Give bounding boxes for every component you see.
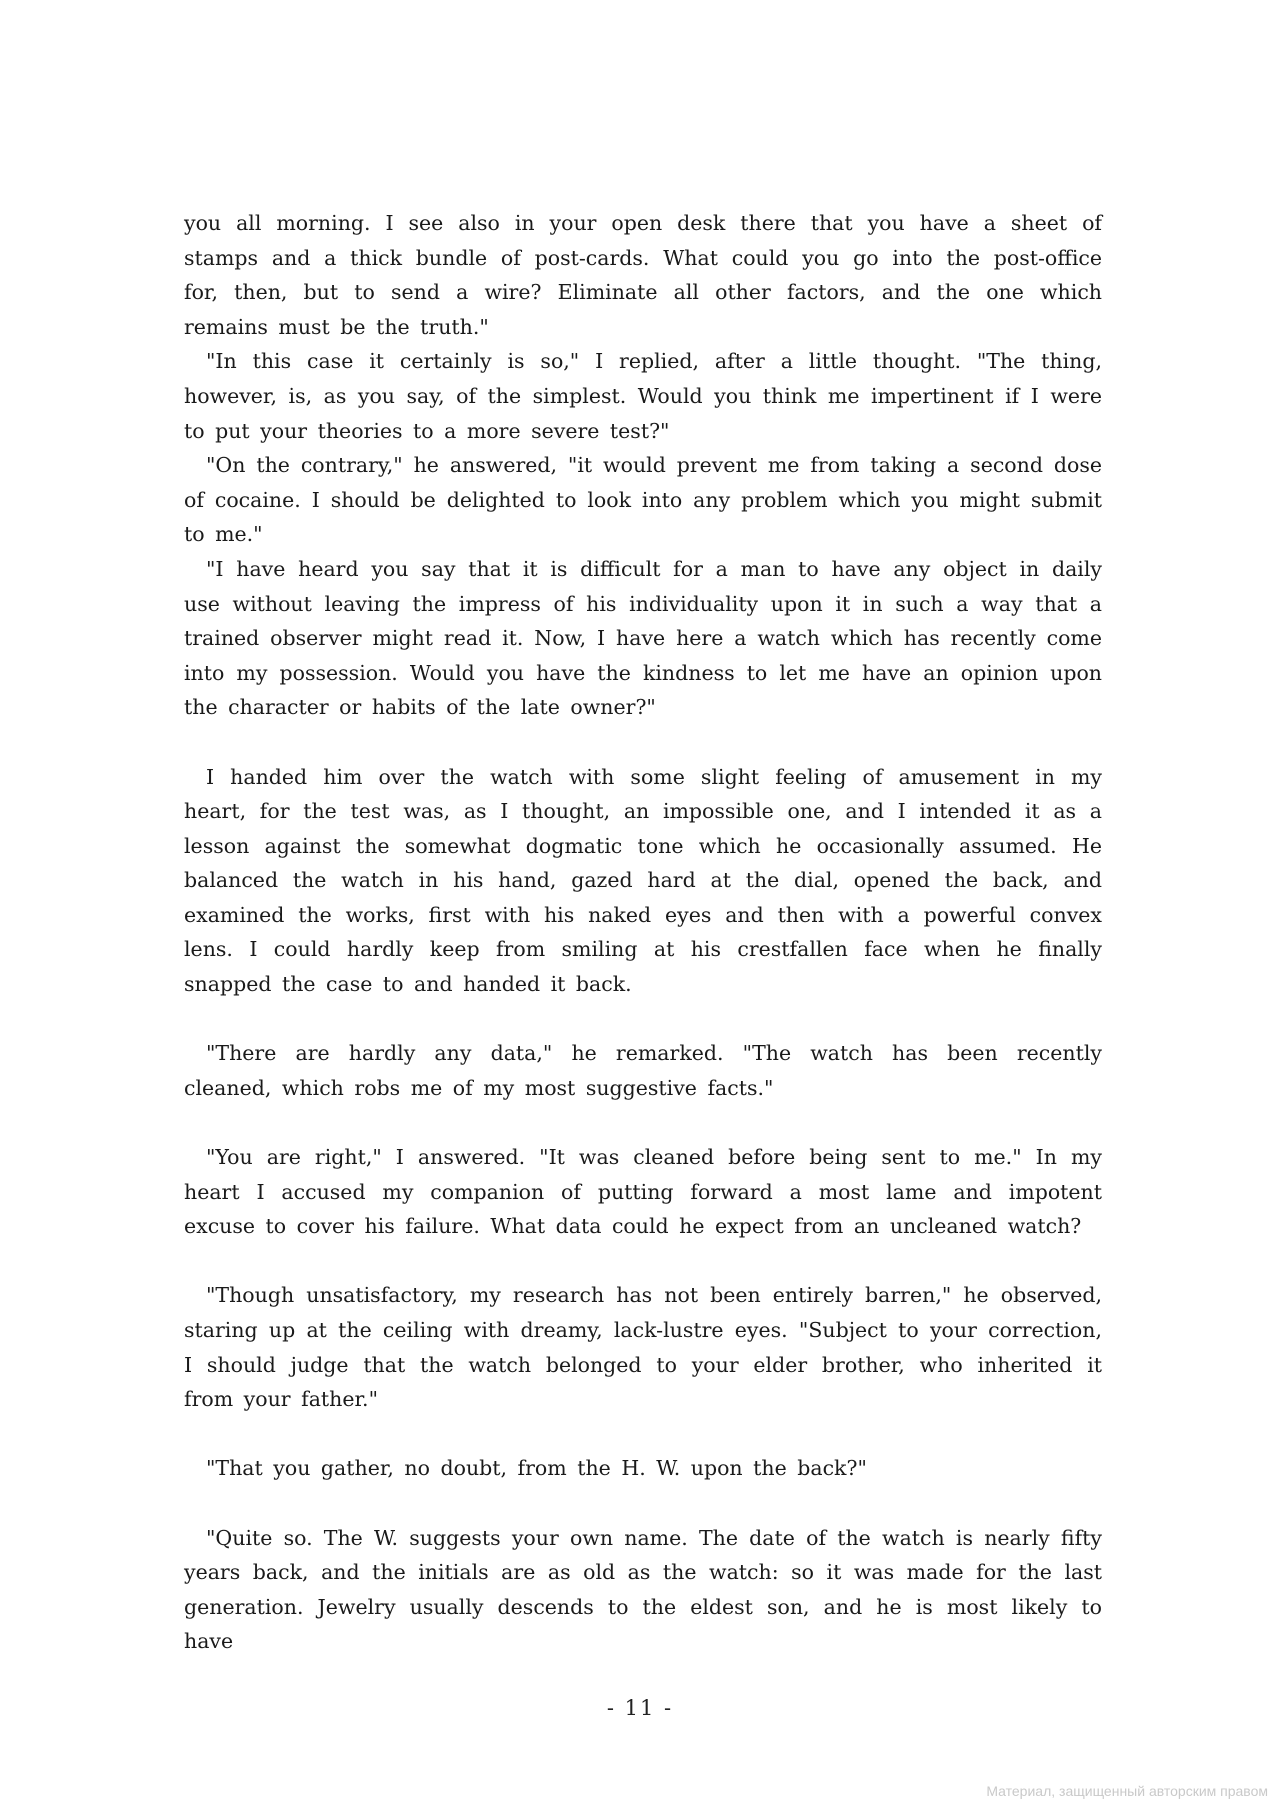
page-number: - 11 - (606, 1696, 674, 1720)
paragraph: "Though unsatisfactory, my research has not been entirely barren," he observed, staring up at the ceiling with dreamy, lack-lustre eyes. "Subject to your correction, I should judge that the watch belonged to your elder brother, who inherited it from your father." (184, 1283, 1102, 1412)
paragraph: "Quite so. The W. suggests your own name. The date of the watch is nearly fifty years back, and the initials are as old as the watch: so it was made for the last generation. Jewelry usually descends to the eldest son, and he is most likely to have (184, 1525, 1102, 1654)
paragraph: you all morning. I see also in your open desk there that you have a sheet of stamps and a thick bundle of post-cards. What could you go into the post-office for, then, but to send a wire? Eliminate all other factors, and the one which remains must be the truth." (184, 211, 1102, 339)
copyright-watermark: Материал, защищенный авторским правом (986, 1783, 1268, 1799)
page-body (184, 206, 1102, 1659)
paragraph-gap (184, 1244, 1102, 1279)
paragraph-gap (184, 1105, 1102, 1140)
paragraph: "On the contrary," he answered, "it would prevent me from taking a second dose of cocaine. I should be delighted to look into any problem which you might submit to me." (184, 453, 1102, 547)
paragraph-gap (184, 1486, 1102, 1521)
paragraph-gap (184, 1002, 1102, 1037)
paragraph-gap (184, 1417, 1102, 1452)
paragraph: "I have heard you say that it is difficult for a man to have any object in daily use without leaving the impress of his individuality upon it in such a way that a trained observer might read it. Now, I have here a watch which has recently come into my possession. Would you have the kindness to let me have an opinion upon the character or habits of the late owner?" (184, 556, 1102, 720)
paragraph: "You are right," I answered. "It was cleaned before being sent to me." In my heart I accused my companion of putting forward a most lame and impotent excuse to cover his failure. What data could he expect from an uncleaned watch? (184, 1145, 1102, 1239)
paragraph-gap (184, 725, 1102, 760)
paragraph: "That you gather, no doubt, from the H. W. upon the back?" (206, 1456, 867, 1481)
paragraph: "In this case it certainly is so," I replied, after a little thought. "The thing, however, is, as you say, of the simplest. Would you think me impertinent if I were to put your theories to a more severe test?" (184, 349, 1102, 443)
paragraph: "There are hardly any data," he remarked. "The watch has been recently cleaned, which robs me of my most suggestive facts." (184, 1041, 1102, 1100)
paragraph: I handed him over the watch with some slight feeling of amusement in my heart, for the test was, as I thought, an impossible one, and I intended it as a lesson against the somewhat dogmatic tone which he occasionally assumed. He balanced the watch in his hand, gazed hard at the dial, opened the back, and examined the works, first with his naked eyes and then with a powerful convex lens. I could hardly keep from smiling at his crestfallen face when he finally snapped the case to and handed it back. (184, 764, 1102, 997)
